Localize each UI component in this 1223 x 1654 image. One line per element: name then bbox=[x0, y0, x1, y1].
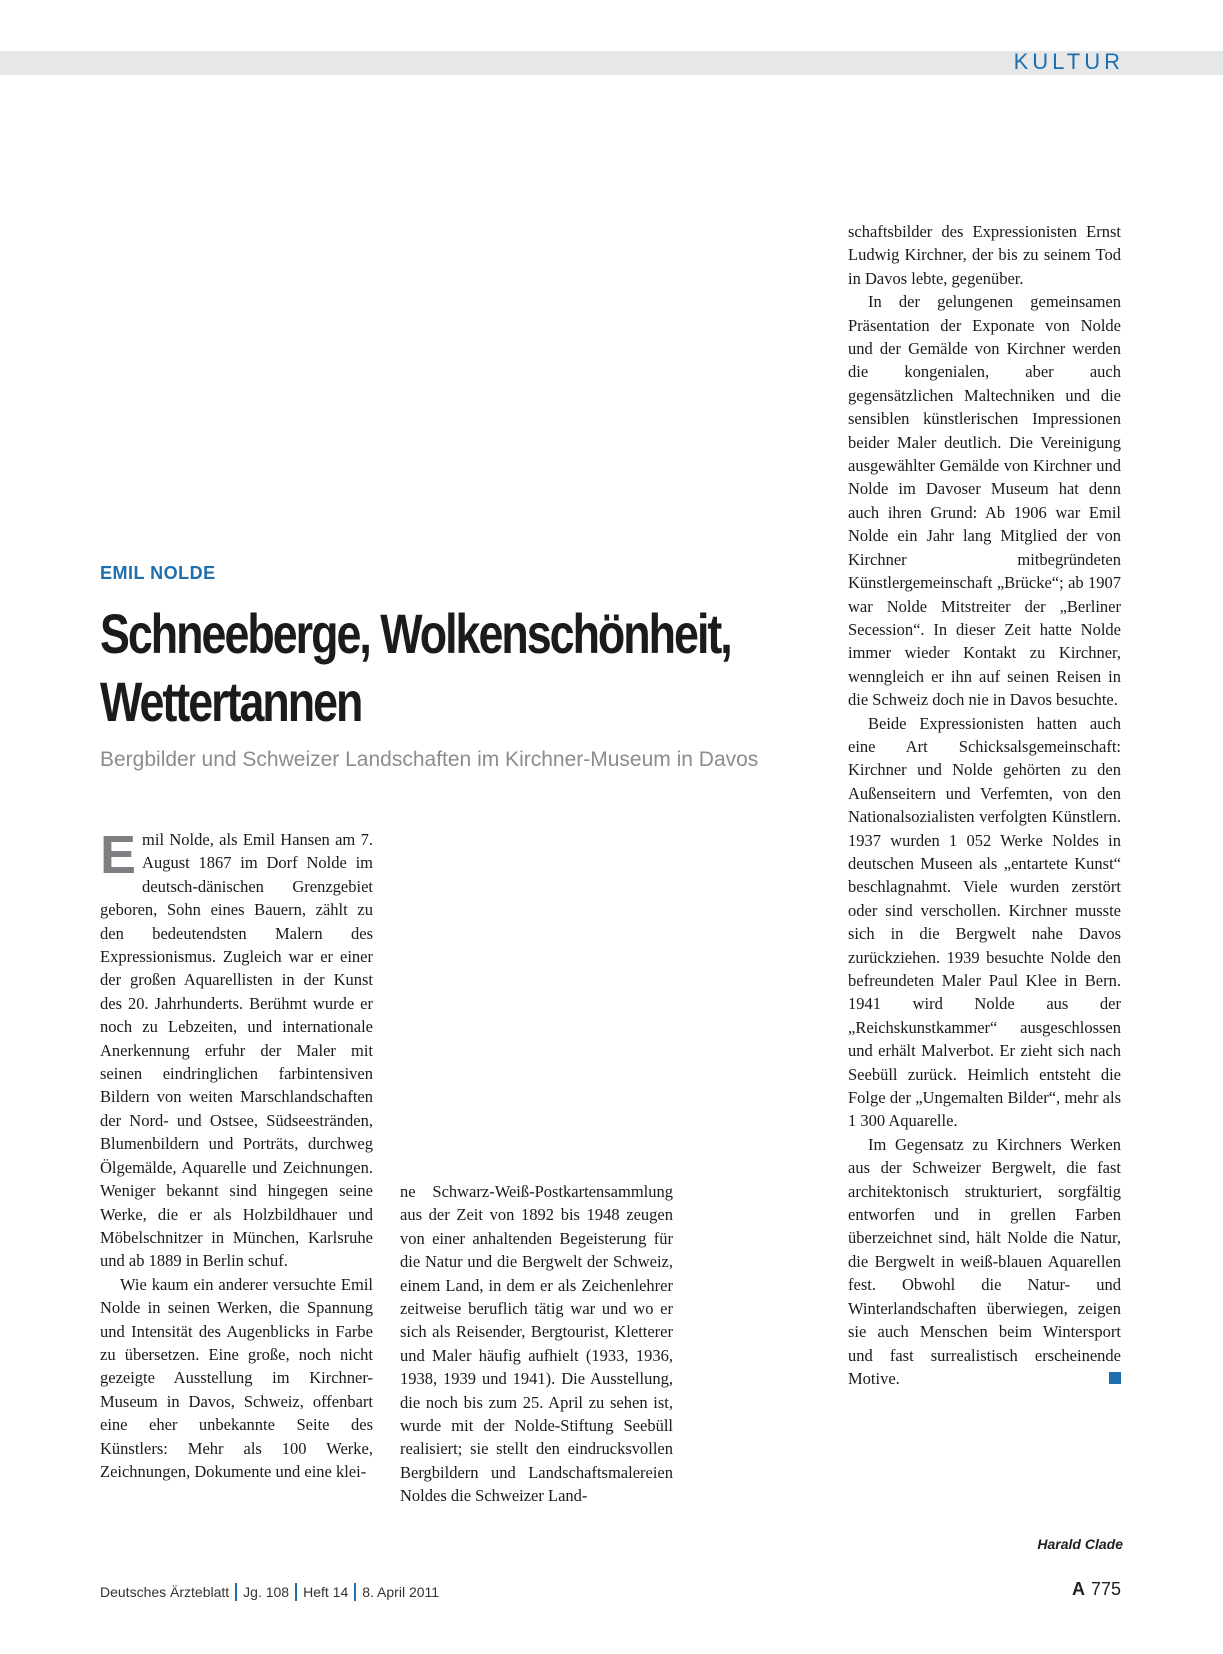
footer-separator bbox=[295, 1583, 297, 1601]
issue-date: 8. April 2011 bbox=[362, 1584, 440, 1600]
paragraph: ne Schwarz-Weiß-Postkartensammlung aus der Zeit von 1892 bis 1948 zeugen von einer anhaltenden Begeisterung für die Natur und die Bergwelt der Schweiz, einem Land, in dem er als Zeichenlehrer zeitweise beruflich tätig war und wo er sich als Reisender, Bergtourist, Kletterer und Maler häufig aufhielt (1933, 1936, 1938, 1939 und 1941). Die Ausstellung, die noch bis zum 25. April zu sehen ist, wurde mit der Nolde-Stiftung Seebüll realisiert; sie stellt den eindrucksvollen Bergbildern und Landschaftsmalereien Noldes die Schweizer Land- bbox=[400, 1182, 673, 1506]
paragraph: schaftsbilder des Expressionisten Ernst Ludwig Kirchner, der bis zu seinem Tod in Davos lebte, gegenüber. bbox=[848, 222, 1121, 288]
section-label: KULTUR bbox=[1013, 49, 1124, 74]
paragraph: In der gelungenen gemeinsamen Präsentation der Exponate von Nolde und der Gemälde von Kirchner werden die kongenialen, aber auch gegensätzlichen Maltechniken und die sensiblen künstlerischen Impressionen beider Maler deutlich. Die Vereinigung ausgewählter Gemälde von Kirchner und Nolde im Davoser Museum hat denn auch ihren Grund: Ab 1906 war Emil Nolde ein Jahr lang Mitglied der von Kirchner mitbegründeten Künstlergemeinschaft „Brücke“; ab 1907 war Nolde Mitstreiter der „Berliner Secession“. In dieser Zeit hatte Nolde immer wieder Kontakt zu Kirchner, wenngleich er ihn auf seinen Reisen in die Schweiz doch nie in Davos besuchte. bbox=[848, 292, 1121, 710]
article-subtitle: Bergbilder und Schweizer Landschaften im Kirchner-Museum in Davos bbox=[100, 748, 759, 771]
footer-separator bbox=[354, 1583, 356, 1601]
end-mark-icon bbox=[1109, 1372, 1121, 1384]
headline-line-2: Wettertannen bbox=[100, 670, 362, 733]
article-headline bbox=[100, 600, 731, 736]
article-kicker: EMIL NOLDE bbox=[100, 563, 216, 583]
author-name: Harald Clade bbox=[1037, 1536, 1123, 1552]
footer-separator bbox=[235, 1583, 237, 1601]
paragraph-text: mil Nolde, als Emil Hansen am 7. August 1867 im Dorf Nolde im deutsch-dänischen Grenzgebiet geboren, Sohn eines Bauern, zählt zu den bedeutendsten Malern des Expressionismus. Zugleich war er einer der großen Aquarellisten in der Kunst des 20. Jahrhunderts. Berühmt wurde er noch zu Lebzeiten, und internationale Anerkennung erfuhr der Maler mit seinen eindringlichen farbintensiven Bildern von weiten Marschlandschaften der Nord- und Ostsee, Südseestränden, Blumenbildern und Porträts, durchweg Ölgemälde, Aquarelle und Zeichnungen. Weniger bekannt sind hingegen seine Werke, die er als Holzbildhauer und Möbelschnitzer in München, Karlsruhe und ab 1889 in Berlin schuf. bbox=[100, 830, 373, 1271]
journal-name: Deutsches Ärzteblatt bbox=[100, 1584, 230, 1600]
journal-issue: Heft 14 bbox=[303, 1584, 349, 1600]
paragraph-text: Im Gegensatz zu Kirchners Werken aus der Schweizer Bergwelt, die fast architektonisch strukturiert, sorgfältig entworfen und in grellen Farben überzeichnet sind, hält Nolde die Natur, die Bergwelt in weiß-blauen Aquarellen fest. Obwohl die Natur- und Winterlandschaften überwiegen, zeigen sie auch Menschen beim Wintersport und fast surrealistisch erscheinende Motive. bbox=[848, 1134, 1121, 1388]
text-column-2 bbox=[400, 1180, 673, 1508]
paragraph bbox=[100, 825, 373, 1273]
text-column-1 bbox=[100, 825, 373, 1483]
paragraph: Wie kaum ein anderer versuchte Emil Nolde in seinen Werken, die Spannung und Intensität des Augenblicks in Farbe zu übersetzen. Eine große, noch nicht gezeigte Ausstellung im Kirchner-Museum in Davos, Schweiz, offenbart eine eher unbekannte Seite des Künstlers: Mehr als 100 Werke, Zeichnungen, Dokumente und eine klei- bbox=[100, 1274, 373, 1481]
page-number-value: 775 bbox=[1090, 1579, 1121, 1599]
headline-line-1: Schneeberge, Wolkenschönheit, bbox=[100, 602, 731, 665]
paragraph: Beide Expressionisten hatten auch eine Art Schicksalsgemeinschaft: Kirchner und Nolde gehörten zu den Außenseitern und Verfemten, von den Nationalsozialisten verfolgten Künstlern. 1937 wurden 1 052 Werke Noldes in deutschen Museen als „entartete Kunst“ beschlagnahmt. Viele wurden zerstört oder sind verschollen. Kirchner musste sich in die Bergwelt nahe Davos zurückziehen. 1939 besuchte Nolde den befreundeten Maler Paul Klee in Bern. 1941 wird Nolde aus der „Reichskunstkammer“ ausgeschlossen und erhält Malverbot. Er zieht sich nach Seebüll zurück. Heimlich entsteht die Folge der „Ungemalten Bilder“, mehr als 1 300 Aquarelle. bbox=[848, 713, 1121, 1131]
paragraph bbox=[848, 1133, 1121, 1390]
page-footer bbox=[100, 1583, 439, 1601]
journal-volume: Jg. 108 bbox=[243, 1584, 290, 1600]
drop-cap: E bbox=[100, 825, 137, 885]
text-column-3 bbox=[848, 220, 1121, 1390]
page-number bbox=[1072, 1579, 1121, 1600]
page-prefix: A bbox=[1071, 1579, 1085, 1599]
